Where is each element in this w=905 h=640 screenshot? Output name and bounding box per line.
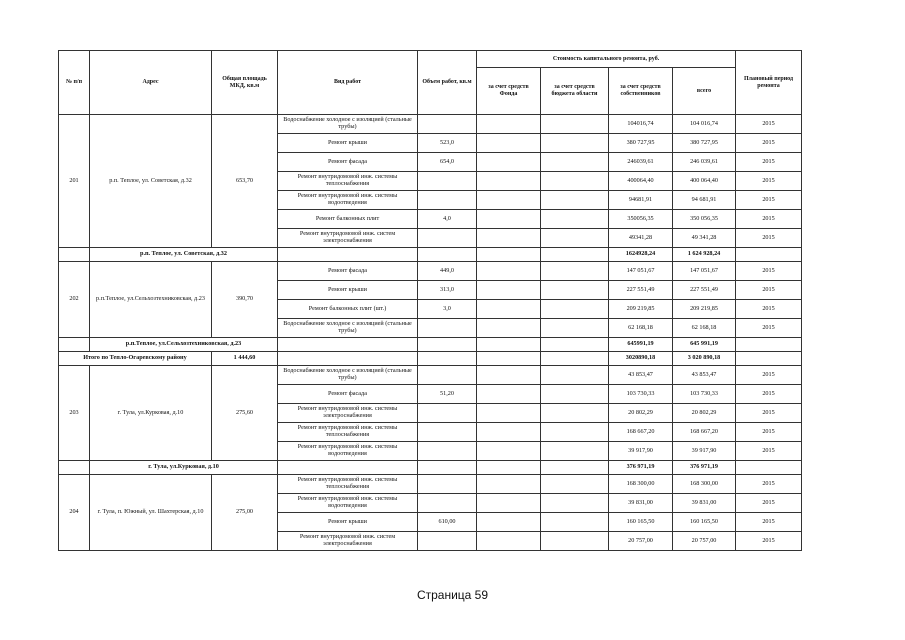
subtotal-row — [59, 338, 802, 352]
work-type-cell: Ремонт внутридомовой инж. системы электроснабжения — [278, 404, 418, 423]
work-type-cell: Ремонт внутридомовой инж. системы теплоснабжения — [278, 423, 418, 442]
empty-cell — [59, 248, 90, 262]
owners-cost-cell: 160 165,50 — [609, 513, 673, 532]
owners-cost-cell: 209 219,85 — [609, 300, 673, 319]
empty-cell — [541, 461, 609, 475]
district-total-total: 3 020 890,18 — [673, 352, 736, 366]
region-budget-cell — [541, 385, 609, 404]
owners-cost-cell: 103 730,33 — [609, 385, 673, 404]
region-budget-cell — [541, 475, 609, 494]
region-budget-cell — [541, 134, 609, 153]
total-cost-cell: 62 168,18 — [673, 319, 736, 338]
period-cell: 2015 — [736, 229, 802, 248]
period-cell: 2015 — [736, 494, 802, 513]
capital-repair-table — [58, 50, 802, 551]
header-num: № п/п — [59, 51, 90, 115]
work-type-cell: Водоснабжение холодное с изоляцией (стальные трубы) — [278, 115, 418, 134]
fund-cell — [477, 191, 541, 210]
row-number: 202 — [59, 262, 90, 338]
work-type-cell: Водоснабжение холодное с изоляцией (стальные трубы) — [278, 319, 418, 338]
region-budget-cell — [541, 262, 609, 281]
table-row — [59, 115, 802, 134]
district-total-row — [59, 352, 802, 366]
empty-cell — [278, 352, 418, 366]
owners-cost-cell: 104016,74 — [609, 115, 673, 134]
empty-cell — [541, 338, 609, 352]
owners-cost-cell: 62 168,18 — [609, 319, 673, 338]
work-type-cell: Ремонт внутридомовой инж. системы водоотведения — [278, 442, 418, 461]
fund-cell — [477, 115, 541, 134]
volume-cell: 313,0 — [418, 281, 477, 300]
owners-cost-cell: 43 853,47 — [609, 366, 673, 385]
period-cell: 2015 — [736, 385, 802, 404]
empty-cell — [59, 461, 90, 475]
owners-cost-cell: 168 667,20 — [609, 423, 673, 442]
period-cell: 2015 — [736, 404, 802, 423]
empty-cell — [477, 461, 541, 475]
fund-cell — [477, 300, 541, 319]
fund-cell — [477, 229, 541, 248]
address-cell: р.п.Теплое, ул.Сельхозтехниковская, д.23 — [90, 262, 212, 338]
empty-cell — [418, 248, 477, 262]
owners-cost-cell: 39 917,90 — [609, 442, 673, 461]
region-budget-cell — [541, 153, 609, 172]
period-cell: 2015 — [736, 262, 802, 281]
region-budget-cell — [541, 319, 609, 338]
table-row — [59, 262, 802, 281]
header-region-budget: за счет средств бюджета области — [541, 68, 609, 115]
empty-cell — [736, 248, 802, 262]
empty-cell — [278, 338, 418, 352]
table-body — [59, 115, 802, 551]
header-period: Плановый период ремонта — [736, 51, 802, 115]
empty-cell — [418, 461, 477, 475]
period-cell: 2015 — [736, 513, 802, 532]
fund-cell — [477, 134, 541, 153]
fund-cell — [477, 262, 541, 281]
volume-cell: 449,0 — [418, 262, 477, 281]
work-type-cell: Ремонт крыши — [278, 513, 418, 532]
empty-cell — [541, 352, 609, 366]
header-work-type: Вид работ — [278, 51, 418, 115]
period-cell: 2015 — [736, 300, 802, 319]
header-address: Адрес — [90, 51, 212, 115]
total-cost-cell: 168 667,20 — [673, 423, 736, 442]
empty-cell — [736, 338, 802, 352]
volume-cell: 3,0 — [418, 300, 477, 319]
volume-cell: 610,00 — [418, 513, 477, 532]
header-owners: за счет средств собственников — [609, 68, 673, 115]
table-row — [59, 366, 802, 385]
period-cell: 2015 — [736, 191, 802, 210]
work-type-cell: Ремонт внутридомовой инж. системы водоотведения — [278, 191, 418, 210]
volume-cell — [418, 494, 477, 513]
volume-cell — [418, 115, 477, 134]
work-type-cell: Ремонт крыши — [278, 134, 418, 153]
table-row — [59, 475, 802, 494]
owners-cost-cell: 94681,91 — [609, 191, 673, 210]
subtotal-row — [59, 248, 802, 262]
owners-cost-cell: 39 831,00 — [609, 494, 673, 513]
region-budget-cell — [541, 172, 609, 191]
fund-cell — [477, 385, 541, 404]
region-budget-cell — [541, 366, 609, 385]
subtotal-owners: 645991,19 — [609, 338, 673, 352]
region-budget-cell — [541, 115, 609, 134]
period-cell: 2015 — [736, 153, 802, 172]
total-cost-cell: 104 016,74 — [673, 115, 736, 134]
period-cell: 2015 — [736, 281, 802, 300]
work-type-cell: Ремонт крыши — [278, 281, 418, 300]
subtotal-total: 645 991,19 — [673, 338, 736, 352]
empty-cell — [477, 338, 541, 352]
fund-cell — [477, 210, 541, 229]
period-cell: 2015 — [736, 210, 802, 229]
owners-cost-cell: 20 757,00 — [609, 532, 673, 551]
period-cell: 2015 — [736, 115, 802, 134]
volume-cell: 654,0 — [418, 153, 477, 172]
owners-cost-cell: 147 051,67 — [609, 262, 673, 281]
work-type-cell: Ремонт балконных плит (шт.) — [278, 300, 418, 319]
volume-cell — [418, 366, 477, 385]
region-budget-cell — [541, 210, 609, 229]
region-budget-cell — [541, 423, 609, 442]
volume-cell — [418, 319, 477, 338]
region-budget-cell — [541, 281, 609, 300]
fund-cell — [477, 513, 541, 532]
empty-cell — [736, 352, 802, 366]
subtotal-label: р.п.Теплое, ул.Сельхозтехниковская, д.23 — [90, 338, 278, 352]
region-budget-cell — [541, 300, 609, 319]
period-cell: 2015 — [736, 442, 802, 461]
area-cell: 390,70 — [212, 262, 278, 338]
header-cost-group: Стоимость капитального ремонта, руб. — [477, 51, 736, 68]
volume-cell — [418, 404, 477, 423]
volume-cell — [418, 475, 477, 494]
region-budget-cell — [541, 532, 609, 551]
address-cell: г. Тула, ул.Курковая, д.10 — [90, 366, 212, 461]
work-type-cell: Ремонт внутридомовой инж. систем электроснабжения — [278, 532, 418, 551]
total-cost-cell: 227 551,49 — [673, 281, 736, 300]
total-cost-cell: 168 300,00 — [673, 475, 736, 494]
empty-cell — [477, 352, 541, 366]
region-budget-cell — [541, 494, 609, 513]
empty-cell — [59, 338, 90, 352]
fund-cell — [477, 404, 541, 423]
owners-cost-cell: 350056,35 — [609, 210, 673, 229]
period-cell: 2015 — [736, 423, 802, 442]
total-cost-cell: 209 219,85 — [673, 300, 736, 319]
total-cost-cell: 94 681,91 — [673, 191, 736, 210]
total-cost-cell: 43 853,47 — [673, 366, 736, 385]
total-cost-cell: 39 917,90 — [673, 442, 736, 461]
subtotal-total: 1 624 928,24 — [673, 248, 736, 262]
work-type-cell: Ремонт внутридомовой инж. системы водоотведения — [278, 494, 418, 513]
fund-cell — [477, 366, 541, 385]
volume-cell: 4,0 — [418, 210, 477, 229]
row-number: 204 — [59, 475, 90, 551]
region-budget-cell — [541, 191, 609, 210]
total-cost-cell: 49 341,28 — [673, 229, 736, 248]
period-cell: 2015 — [736, 172, 802, 191]
owners-cost-cell: 168 300,00 — [609, 475, 673, 494]
address-cell: г. Тула, п. Южный, ул. Шахтерская, д.10 — [90, 475, 212, 551]
region-budget-cell — [541, 229, 609, 248]
fund-cell — [477, 442, 541, 461]
region-budget-cell — [541, 442, 609, 461]
volume-cell — [418, 191, 477, 210]
total-cost-cell: 20 802,29 — [673, 404, 736, 423]
work-type-cell: Водоснабжение холодное с изоляцией (стальные трубы) — [278, 366, 418, 385]
header-area: Общая площадь МКД, кв.м — [212, 51, 278, 115]
address-cell: р.п. Теплое, ул. Советская, д.32 — [90, 115, 212, 248]
owners-cost-cell: 380 727,95 — [609, 134, 673, 153]
empty-cell — [541, 248, 609, 262]
total-cost-cell: 20 757,00 — [673, 532, 736, 551]
district-total-label: Итого по Тепло-Огаревскому району — [59, 352, 212, 366]
period-cell: 2015 — [736, 475, 802, 494]
subtotal-total: 376 971,19 — [673, 461, 736, 475]
owners-cost-cell: 227 551,49 — [609, 281, 673, 300]
total-cost-cell: 147 051,67 — [673, 262, 736, 281]
subtotal-label: р.п. Теплое, ул. Советская, д.32 — [90, 248, 278, 262]
period-cell: 2015 — [736, 532, 802, 551]
period-cell: 2015 — [736, 366, 802, 385]
owners-cost-cell: 20 802,29 — [609, 404, 673, 423]
region-budget-cell — [541, 513, 609, 532]
volume-cell — [418, 532, 477, 551]
volume-cell: 523,0 — [418, 134, 477, 153]
owners-cost-cell: 400064,40 — [609, 172, 673, 191]
total-cost-cell: 350 056,35 — [673, 210, 736, 229]
empty-cell — [477, 248, 541, 262]
fund-cell — [477, 281, 541, 300]
work-type-cell: Ремонт внутридомовой инж. систем электроснабжения — [278, 229, 418, 248]
work-type-cell: Ремонт фасада — [278, 262, 418, 281]
district-total-owners: 3020890,18 — [609, 352, 673, 366]
subtotal-owners: 376 971,19 — [609, 461, 673, 475]
fund-cell — [477, 153, 541, 172]
empty-cell — [736, 461, 802, 475]
subtotal-label: г. Тула, ул.Курковая, д.10 — [90, 461, 278, 475]
period-cell: 2015 — [736, 134, 802, 153]
volume-cell — [418, 442, 477, 461]
total-cost-cell: 400 064,40 — [673, 172, 736, 191]
volume-cell: 51,20 — [418, 385, 477, 404]
total-cost-cell: 39 831,00 — [673, 494, 736, 513]
work-type-cell: Ремонт фасада — [278, 153, 418, 172]
total-cost-cell: 246 039,61 — [673, 153, 736, 172]
owners-cost-cell: 246039,61 — [609, 153, 673, 172]
page-number: Страница 59 — [416, 588, 489, 602]
area-cell: 275,00 — [212, 475, 278, 551]
district-total-area: 1 444,60 — [212, 352, 278, 366]
fund-cell — [477, 475, 541, 494]
work-type-cell: Ремонт внутридомовой инж. системы теплоснабжения — [278, 172, 418, 191]
period-cell: 2015 — [736, 319, 802, 338]
fund-cell — [477, 172, 541, 191]
header-fund: за счет средств Фонда — [477, 68, 541, 115]
row-number: 203 — [59, 366, 90, 461]
volume-cell — [418, 172, 477, 191]
empty-cell — [418, 338, 477, 352]
subtotal-owners: 1624928,24 — [609, 248, 673, 262]
owners-cost-cell: 49341,28 — [609, 229, 673, 248]
work-type-cell: Ремонт балконных плит — [278, 210, 418, 229]
fund-cell — [477, 319, 541, 338]
empty-cell — [278, 248, 418, 262]
empty-cell — [278, 461, 418, 475]
work-type-cell: Ремонт фасада — [278, 385, 418, 404]
area-cell: 653,70 — [212, 115, 278, 248]
total-cost-cell: 160 165,50 — [673, 513, 736, 532]
header-volume: Объем работ, кв.м — [418, 51, 477, 115]
fund-cell — [477, 423, 541, 442]
header-total: всего — [673, 68, 736, 115]
work-type-cell: Ремонт внутридомовой инж. системы теплоснабжения — [278, 475, 418, 494]
region-budget-cell — [541, 404, 609, 423]
fund-cell — [477, 494, 541, 513]
total-cost-cell: 380 727,95 — [673, 134, 736, 153]
total-cost-cell: 103 730,33 — [673, 385, 736, 404]
subtotal-row — [59, 461, 802, 475]
volume-cell — [418, 423, 477, 442]
volume-cell — [418, 229, 477, 248]
fund-cell — [477, 532, 541, 551]
row-number: 201 — [59, 115, 90, 248]
empty-cell — [418, 352, 477, 366]
area-cell: 275,60 — [212, 366, 278, 461]
